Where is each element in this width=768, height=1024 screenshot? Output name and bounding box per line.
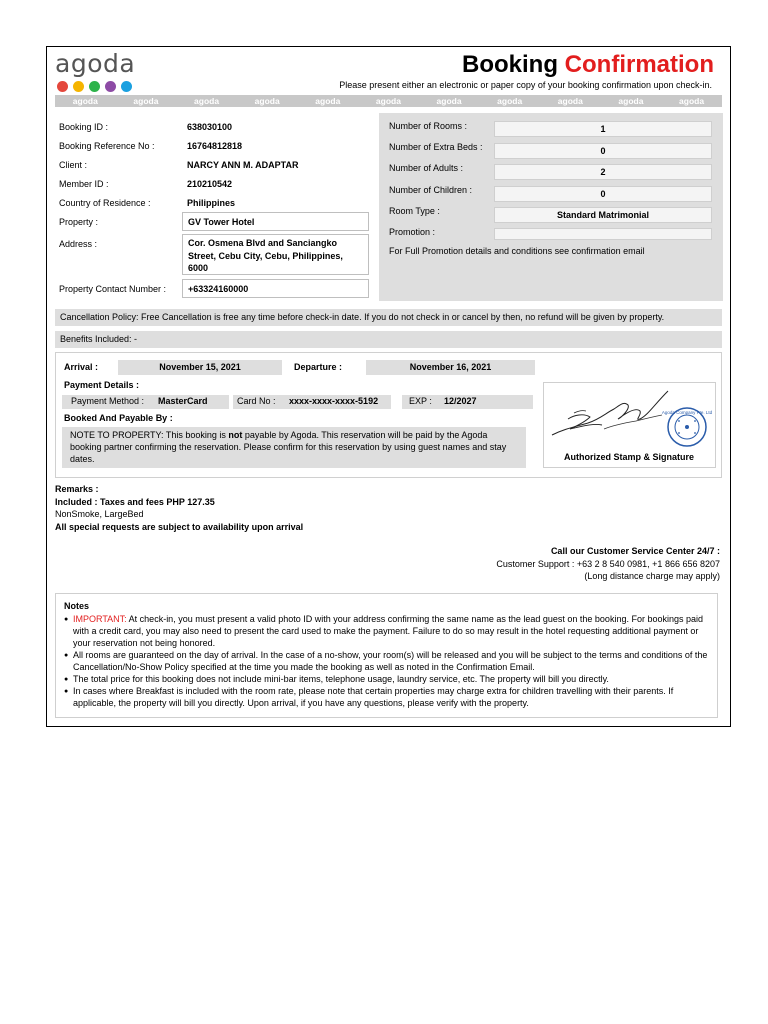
remarks-special: All special requests are subject to availability upon arrival bbox=[55, 521, 304, 532]
logo-dot bbox=[89, 81, 100, 92]
card-expiry-value: 12/2027 bbox=[444, 396, 477, 406]
brand-strip-item: agoda bbox=[557, 96, 583, 106]
remarks-title: Remarks : bbox=[55, 484, 99, 494]
notes-title: Notes bbox=[64, 601, 90, 611]
support-phone: Customer Support : +63 2 8 540 0981, +1 866 656 8207 bbox=[496, 558, 720, 569]
departure-value: November 16, 2021 bbox=[366, 360, 535, 375]
svg-text:Agoda Company Pte. Ltd: Agoda Company Pte. Ltd bbox=[661, 410, 713, 415]
brand-strip-item: agoda bbox=[133, 96, 159, 106]
brand-strip-item: agoda bbox=[194, 96, 220, 106]
agoda-logo-dots bbox=[57, 81, 132, 92]
extra-beds-value: 0 bbox=[494, 143, 712, 159]
agoda-logo: agoda bbox=[55, 49, 136, 78]
room-details bbox=[379, 113, 723, 301]
stamp-signature-box bbox=[543, 382, 716, 468]
booking-ref-label: Booking Reference No : bbox=[59, 141, 155, 151]
promo-note: For Full Promotion details and conditions see confirmation email bbox=[389, 246, 645, 256]
rooms-value: 1 bbox=[494, 121, 712, 137]
booking-id-value: 638030100 bbox=[187, 122, 233, 132]
payment-method-field bbox=[62, 395, 229, 409]
payment-method-value: MasterCard bbox=[158, 396, 208, 406]
note-to-property-suffix: payable by Agoda. This reservation will be paid by the Agoda booking partner confirming the reservation. Please confirm for this reservation by using guest names and stay dates. bbox=[70, 430, 507, 464]
support-title: Call our Customer Service Center 24/7 : bbox=[550, 546, 720, 556]
note-to-property-prefix: NOTE TO PROPERTY: This booking is bbox=[70, 430, 229, 440]
customer-support bbox=[496, 545, 720, 583]
brand-strip bbox=[55, 95, 722, 107]
logo-dot bbox=[121, 81, 132, 92]
adults-label: Number of Adults : bbox=[389, 163, 464, 173]
departure-label: Departure : bbox=[294, 362, 343, 372]
note-text: At check-in, you must present a valid photo ID with your address confirming the same name as the lead guest on the booking. For bookings paid with a credit card, you may also need to present the card used to make the payment. Failure to do so may result in the hotel requesting additional payment or your reservation not being honored. bbox=[73, 614, 703, 648]
address-label: Address : bbox=[59, 239, 98, 249]
client-value: NARCY ANN M. ADAPTAR bbox=[187, 160, 299, 170]
important-label: IMPORTANT: bbox=[73, 614, 127, 624]
title-confirmation: Confirmation bbox=[564, 51, 714, 78]
benefits-included: Benefits Included: - bbox=[55, 331, 722, 348]
property-label: Property : bbox=[59, 217, 99, 227]
promotion-value bbox=[494, 228, 712, 240]
logo-dot bbox=[57, 81, 68, 92]
notes-list bbox=[64, 613, 709, 709]
brand-strip-item: agoda bbox=[315, 96, 341, 106]
rooms-label: Number of Rooms : bbox=[389, 121, 468, 131]
brand-strip-item: agoda bbox=[375, 96, 401, 106]
note-to-property-emphasis: not bbox=[228, 430, 243, 440]
booking-ref-value: 16764812818 bbox=[187, 141, 243, 151]
arrival-value: November 15, 2021 bbox=[118, 360, 282, 375]
logo-dot bbox=[105, 81, 116, 92]
booking-id-label: Booking ID : bbox=[59, 122, 109, 132]
list-item: ● The total price for this booking does not include mini-bar items, telephone usage, laundry service, etc. The property will bill you directly. bbox=[64, 673, 709, 685]
brand-strip-item: agoda bbox=[436, 96, 462, 106]
support-note: (Long distance charge may apply) bbox=[584, 571, 720, 581]
promotion-label: Promotion : bbox=[389, 227, 436, 237]
page-subtitle: Please present either an electronic or paper copy of your booking confirmation upon check-in. bbox=[339, 80, 712, 90]
remarks-included: Included : Taxes and fees PHP 127.35 bbox=[55, 496, 215, 507]
children-value: 0 bbox=[494, 186, 712, 202]
children-label: Number of Children : bbox=[389, 185, 473, 195]
room-type-value: Standard Matrimonial bbox=[494, 207, 712, 223]
stamp-caption: Authorized Stamp & Signature bbox=[563, 452, 694, 462]
member-id-label: Member ID : bbox=[59, 179, 109, 189]
payment-method-label: Payment Method : bbox=[71, 396, 145, 406]
card-expiry-field bbox=[402, 395, 533, 409]
list-item: ● In cases where Breakfast is included with the room rate, please note that certain properties may charge extra for children travelling with their parents. If applicable, the property will bill you directly. Upon arrival, if you have any questions, please verify with the property. bbox=[64, 685, 709, 709]
stay-payment-section bbox=[55, 352, 722, 478]
contact-label: Property Contact Number : bbox=[59, 284, 167, 294]
address-value: Cor. Osmena Blvd and Sanciangko Street, Cebu City, Cebu, Philippines, 6000 bbox=[182, 234, 369, 275]
cancellation-policy: Cancellation Policy: Free Cancellation is free any time before check-in date. If you do not check in or cancel by then, no refund will be given by property. bbox=[55, 309, 722, 326]
brand-strip-item: agoda bbox=[72, 96, 98, 106]
property-value: GV Tower Hotel bbox=[182, 212, 369, 231]
contact-value: +63324160000 bbox=[182, 279, 369, 298]
card-expiry-label: EXP : bbox=[409, 396, 432, 406]
arrival-label: Arrival : bbox=[64, 362, 99, 372]
brand-strip-item: agoda bbox=[618, 96, 644, 106]
booking-confirmation-page bbox=[46, 46, 731, 727]
logo-dot bbox=[73, 81, 84, 92]
member-id-value: 210210542 bbox=[187, 179, 233, 189]
card-number-label: Card No : bbox=[237, 396, 276, 406]
booking-details bbox=[55, 113, 371, 301]
list-item: ● All rooms are guaranteed on the day of arrival. In the case of a no-show, your room(s) will be released and you will be subject to the terms and conditions of the Cancellation/No-Show Policy specified at the time you made the booking as well as noted in the Confirmation Email. bbox=[64, 649, 709, 673]
remarks-section bbox=[55, 483, 303, 533]
notes-section bbox=[55, 593, 718, 718]
brand-strip-item: agoda bbox=[679, 96, 705, 106]
booked-payable-label: Booked And Payable By : bbox=[64, 413, 173, 423]
page-title bbox=[462, 51, 714, 79]
adults-value: 2 bbox=[494, 164, 712, 180]
room-type-label: Room Type : bbox=[389, 206, 440, 216]
brand-strip-item: agoda bbox=[254, 96, 280, 106]
payment-details-label: Payment Details : bbox=[64, 380, 140, 390]
brand-strip-item: agoda bbox=[497, 96, 523, 106]
company-seal-icon bbox=[661, 405, 713, 449]
client-label: Client : bbox=[59, 160, 88, 170]
extra-beds-label: Number of Extra Beds : bbox=[389, 142, 483, 152]
remarks-preferences: NonSmoke, LargeBed bbox=[55, 509, 144, 519]
list-item bbox=[64, 613, 709, 649]
title-booking: Booking bbox=[462, 51, 558, 78]
country-value: Philippines bbox=[187, 198, 236, 208]
card-number-value: xxxx-xxxx-xxxx-5192 bbox=[289, 396, 379, 406]
country-label: Country of Residence : bbox=[59, 198, 151, 208]
note-to-property bbox=[62, 427, 526, 468]
card-number-field bbox=[233, 395, 391, 409]
